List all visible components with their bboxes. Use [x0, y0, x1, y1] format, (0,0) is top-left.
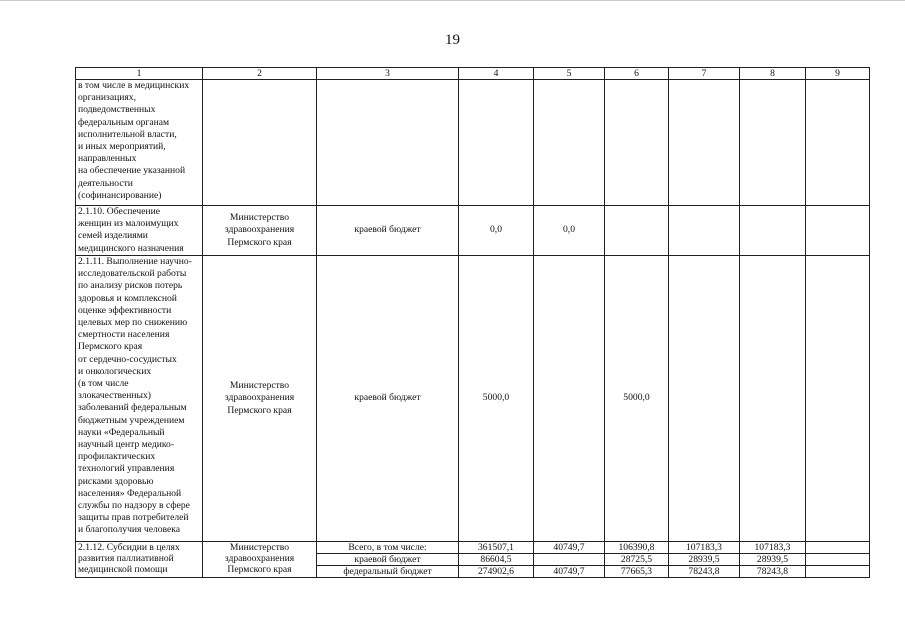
value-cell: 78243,8: [740, 566, 806, 578]
value-cell: [740, 80, 806, 206]
source-cell: федеральный бюджет: [317, 566, 459, 578]
value-cell: [605, 206, 669, 256]
value-cell: 361507,1: [459, 542, 534, 554]
value-cell: 77665,3: [605, 566, 669, 578]
value-cell: 86604,5: [459, 554, 534, 566]
source-cell: [317, 80, 459, 206]
executor-cell: Министерство здравоохранения Пермского края: [203, 542, 317, 578]
budget-table: [75, 67, 870, 578]
source-cell: краевой бюджет: [317, 206, 459, 256]
value-cell: 107183,3: [669, 542, 740, 554]
header-cell: 9: [806, 68, 870, 80]
header-cell: 6: [605, 68, 669, 80]
value-cell: 0,0: [459, 206, 534, 256]
value-cell: [459, 80, 534, 206]
header-cell: 3: [317, 68, 459, 80]
executor-cell: Министерство здравоохранения Пермского края: [203, 256, 317, 542]
value-cell: [669, 80, 740, 206]
value-cell: [806, 554, 870, 566]
value-cell: 5000,0: [605, 256, 669, 542]
header-cell: 7: [669, 68, 740, 80]
table-row: [76, 542, 870, 554]
value-cell: [806, 566, 870, 578]
value-cell: 28939,5: [740, 554, 806, 566]
source-cell: Всего, в том числе:: [317, 542, 459, 554]
value-cell: [806, 542, 870, 554]
value-cell: [806, 256, 870, 542]
value-cell: [669, 256, 740, 542]
value-cell: [806, 80, 870, 206]
value-cell: 78243,8: [669, 566, 740, 578]
source-cell: краевой бюджет: [317, 256, 459, 542]
value-cell: [806, 206, 870, 256]
source-cell: краевой бюджет: [317, 554, 459, 566]
activity-cell: 2.1.12. Субсидии в целях развития паллиативной медицинской помощи: [76, 542, 203, 578]
table-row: [76, 256, 870, 542]
header-cell: 4: [459, 68, 534, 80]
value-cell: [534, 554, 605, 566]
value-cell: 107183,3: [740, 542, 806, 554]
value-cell: [534, 256, 605, 542]
value-cell: [605, 80, 669, 206]
value-cell: 5000,0: [459, 256, 534, 542]
value-cell: [669, 206, 740, 256]
value-cell: 106390,8: [605, 542, 669, 554]
activity-cell: 2.1.11. Выполнение научно- исследовательской работы по анализу рисков потерь здоровья и комплексной оценке эффективности целевых мер по снижению смертности населения Пермского края от сердечно-сосудистых и онкологических (в том числе злокачественных) заболеваний федеральным бюджетным учреждением науки «Федеральный научный центр медико- профилактических технологий управления рисками здоровью населения» Федеральной службы по надзору в сфере защиты прав потребителей и благополучия человека: [76, 256, 203, 542]
value-cell: 28939,5: [669, 554, 740, 566]
header-cell: 1: [76, 68, 203, 80]
value-cell: 0,0: [534, 206, 605, 256]
value-cell: 274902,6: [459, 566, 534, 578]
value-cell: 28725,5: [605, 554, 669, 566]
header-cell: 5: [534, 68, 605, 80]
value-cell: 40749,7: [534, 542, 605, 554]
table-row: [76, 206, 870, 256]
activity-cell: в том числе в медицинских организациях, подведомственных федеральным органам исполнительной власти, и иных мероприятий, направленных на обеспечение указанной деятельности (софинансирование): [76, 80, 203, 206]
executor-cell: [203, 80, 317, 206]
page-number: 19: [445, 32, 460, 48]
value-cell: 40749,7: [534, 566, 605, 578]
executor-cell: Министерство здравоохранения Пермского края: [203, 206, 317, 256]
header-cell: 2: [203, 68, 317, 80]
value-cell: [534, 80, 605, 206]
table-row: [76, 80, 870, 206]
header-row: [76, 68, 870, 80]
value-cell: [740, 256, 806, 542]
value-cell: [740, 206, 806, 256]
activity-cell: 2.1.10. Обеспечение женщин из малоимущих семей изделиями медицинского назначения: [76, 206, 203, 256]
header-cell: 8: [740, 68, 806, 80]
